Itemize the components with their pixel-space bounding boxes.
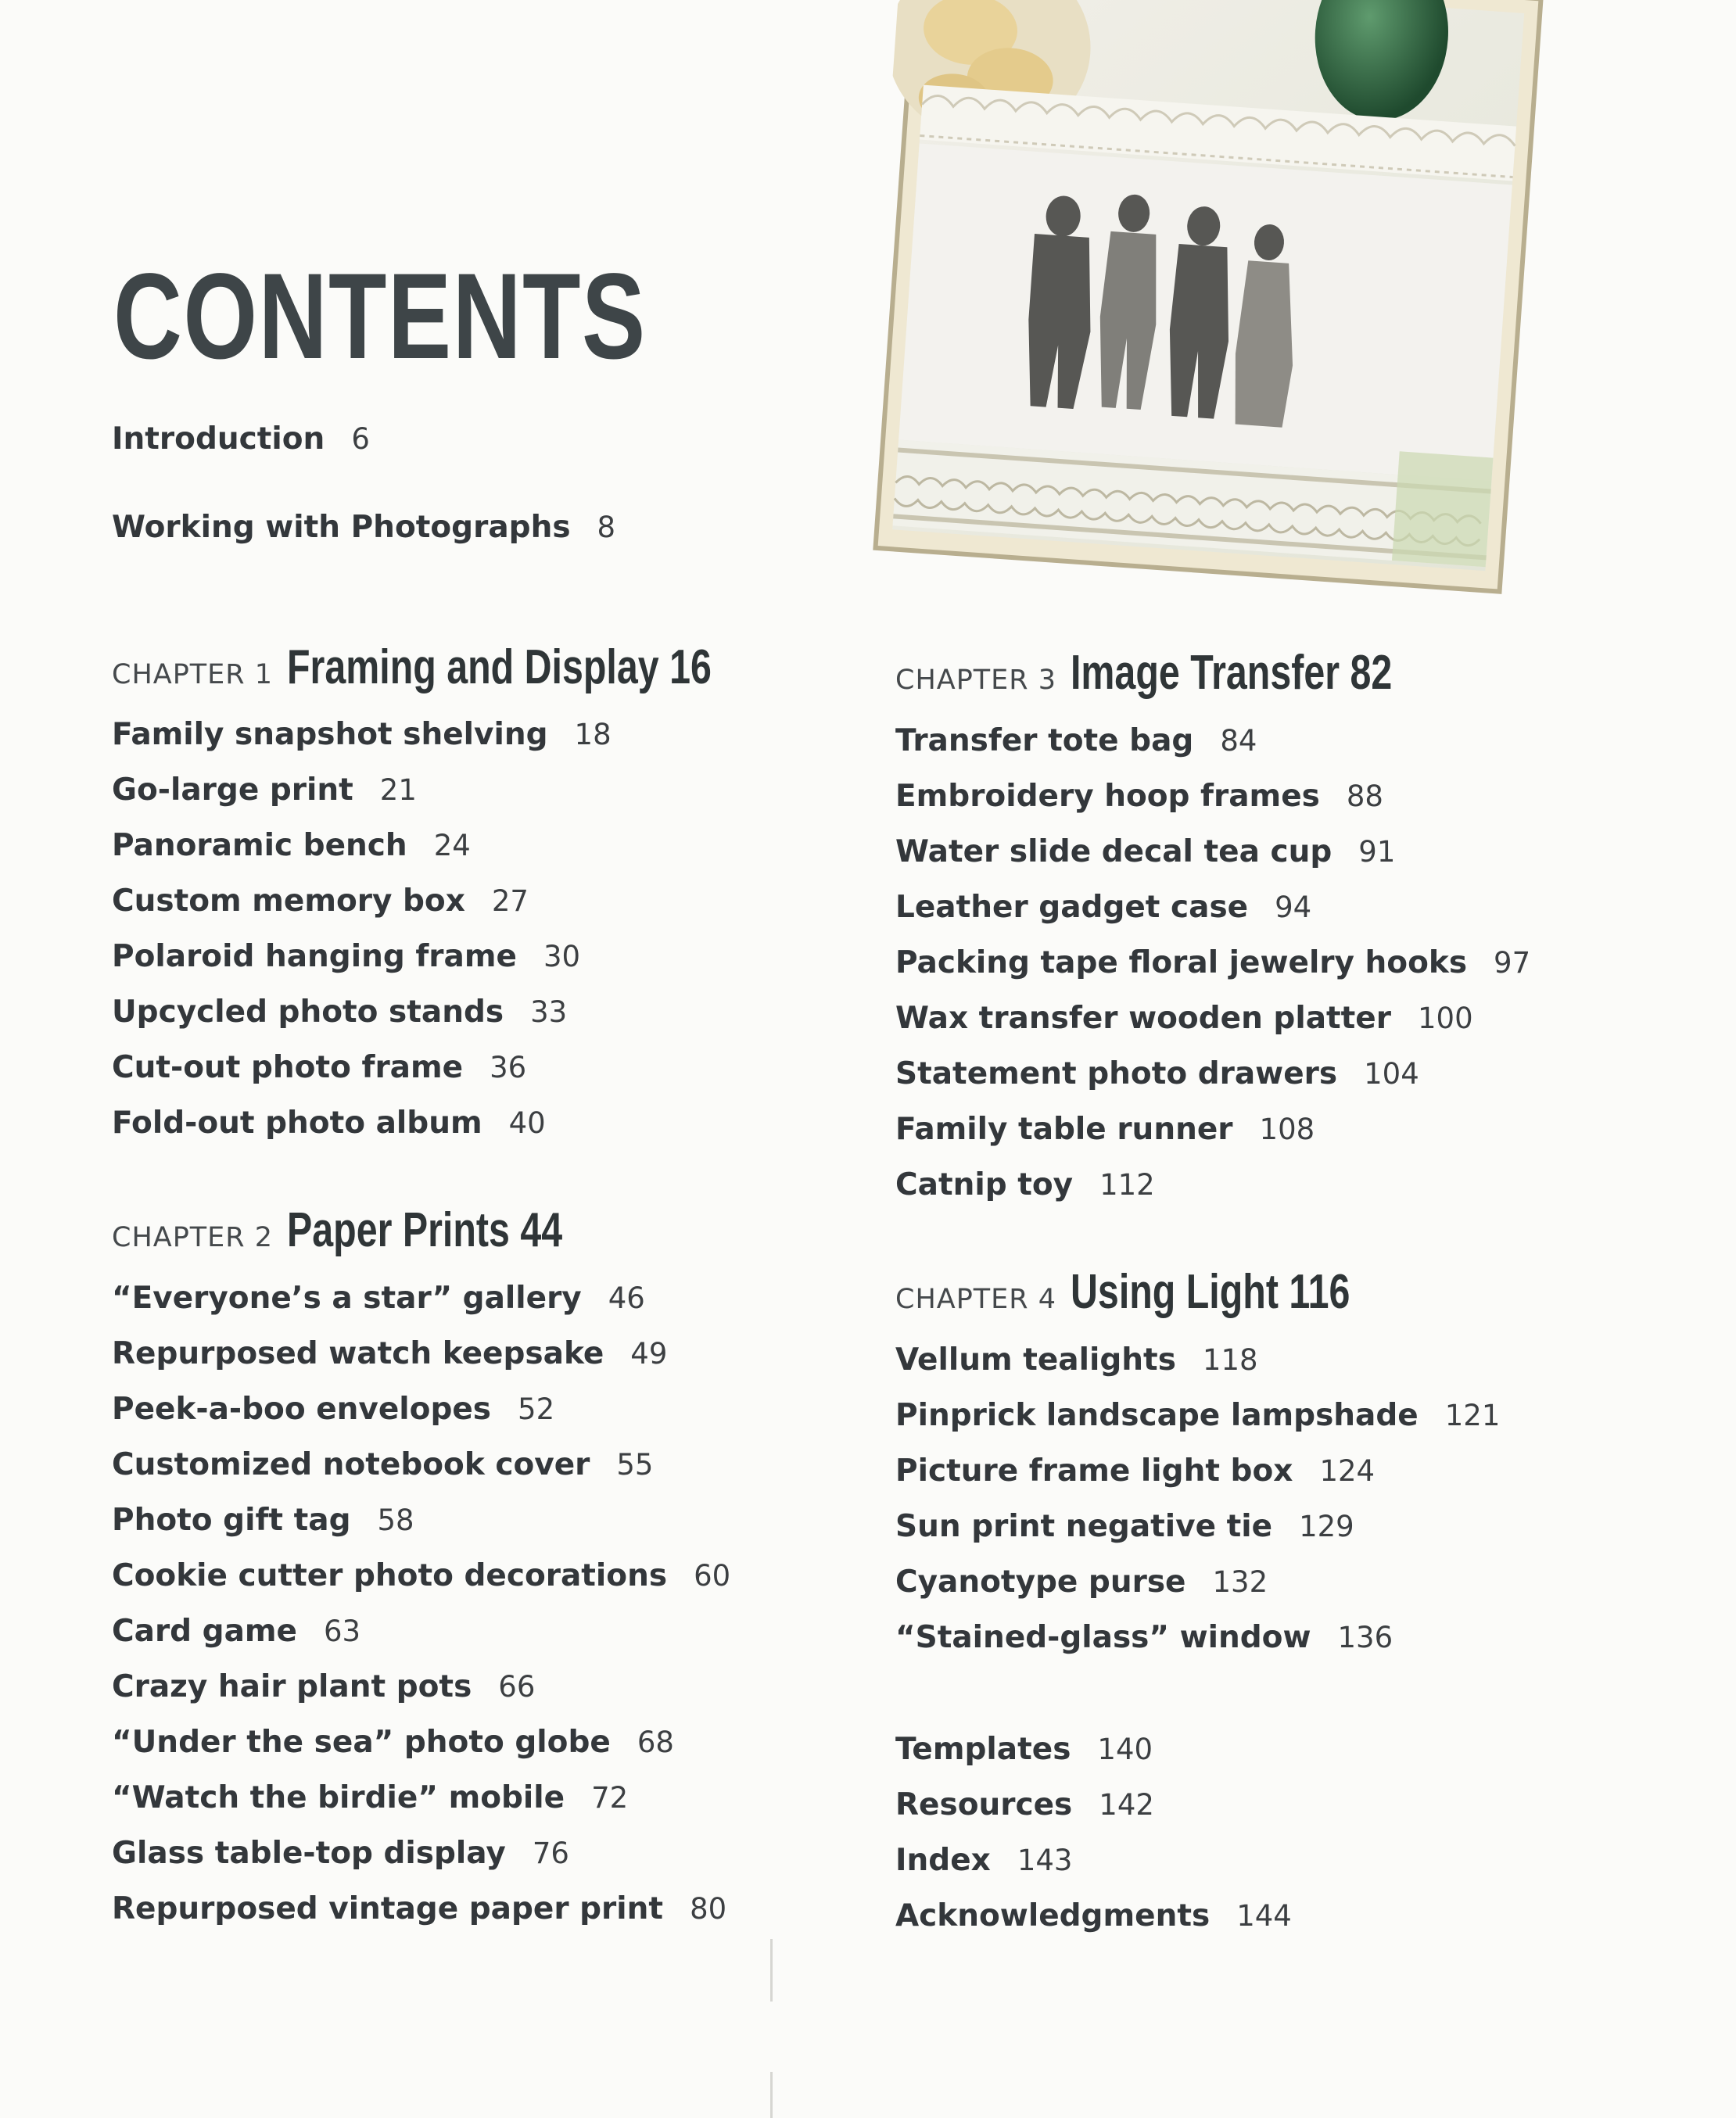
toc-entry-page: 112	[1099, 1168, 1155, 1202]
toc-entry-title: Transfer tote bag	[895, 723, 1194, 758]
toc-entry-page: 36	[490, 1051, 527, 1084]
toc-entry-page: 60	[694, 1559, 731, 1593]
toc-entry[interactable]	[895, 1563, 1268, 1602]
toc-entry[interactable]	[895, 1166, 1155, 1205]
toc-entry-title: Cut-out photo frame	[112, 1050, 464, 1085]
toc-entry[interactable]	[112, 715, 612, 754]
toc-entry[interactable]	[895, 999, 1473, 1038]
toc-entry[interactable]	[112, 1501, 414, 1540]
toc-entry-title: Wax transfer wooden platter	[895, 1001, 1391, 1036]
toc-entry-title: Card game	[112, 1614, 297, 1649]
toc-entry-page: 68	[637, 1726, 674, 1759]
toc-entry[interactable]	[895, 1341, 1258, 1380]
toc-entry-page: 6	[351, 422, 370, 456]
toc-entry-title: “Under the sea” photo globe	[112, 1725, 611, 1760]
toc-entry-page: 27	[491, 884, 529, 918]
toc-entry-page: 104	[1364, 1057, 1419, 1091]
toc-entry[interactable]	[895, 944, 1530, 983]
chapter-heading[interactable]	[895, 645, 1483, 701]
toc-entry-title: “Everyone’s a star” gallery	[112, 1281, 582, 1316]
toc-entry-title: Customized notebook cover	[112, 1447, 590, 1482]
toc-entry-page: 108	[1259, 1113, 1315, 1146]
chapter-label: CHAPTER 4	[895, 1284, 1057, 1315]
toc-entry-page: 118	[1202, 1343, 1258, 1377]
toc-entry[interactable]	[895, 722, 1257, 761]
toc-entry-page: 66	[498, 1670, 536, 1704]
toc-entry[interactable]	[112, 771, 417, 810]
toc-entry-title: “Stained-glass” window	[895, 1620, 1311, 1655]
toc-entry[interactable]	[895, 1110, 1315, 1149]
toc-entry[interactable]	[895, 777, 1383, 816]
toc-entry-page: 80	[690, 1892, 727, 1926]
toc-entry[interactable]	[112, 1890, 726, 1929]
toc-entry[interactable]	[895, 1730, 1153, 1769]
toc-entry-title: Picture frame light box	[895, 1453, 1293, 1489]
toc-entry-page: 18	[574, 718, 612, 751]
toc-entry-title: Templates	[895, 1732, 1071, 1767]
chapter-title: Paper Prints 44	[287, 1203, 563, 1257]
toc-entry-page: 84	[1220, 724, 1257, 758]
toc-entry[interactable]	[112, 1557, 730, 1596]
toc-entry-title: Crazy hair plant pots	[112, 1669, 472, 1704]
toc-entry-title: Photo gift tag	[112, 1503, 351, 1538]
toc-entry[interactable]	[895, 888, 1311, 927]
toc-entry-title: Upcycled photo stands	[112, 994, 504, 1030]
toc-entry-page: 30	[543, 940, 581, 973]
toc-entry-page: 144	[1236, 1899, 1292, 1933]
toc-entry[interactable]	[895, 1396, 1500, 1435]
toc-entry-title: Index	[895, 1843, 991, 1878]
toc-entry[interactable]	[112, 993, 567, 1032]
toc-entry-title: Catnip toy	[895, 1167, 1074, 1202]
toc-left-column	[112, 0, 894, 2118]
toc-entry-title: Go-large print	[112, 772, 353, 808]
toc-entry[interactable]	[112, 508, 615, 547]
toc-entry[interactable]	[112, 1723, 674, 1762]
toc-entry-title: Sun print negative tie	[895, 1509, 1273, 1544]
toc-entry-title: Polaroid hanging frame	[112, 939, 517, 974]
toc-entry[interactable]	[112, 1279, 645, 1318]
page-title: CONTENTS	[113, 249, 647, 385]
toc-entry-page: 21	[379, 773, 417, 807]
toc-entry-title: Peek-a-boo envelopes	[112, 1392, 492, 1427]
toc-entry-page: 136	[1337, 1621, 1393, 1654]
chapter-title: Framing and Display 16	[287, 640, 712, 694]
toc-entry-page: 76	[532, 1837, 569, 1870]
toc-entry-title: “Watch the birdie” mobile	[112, 1780, 565, 1815]
toc-entry-page: 63	[324, 1614, 361, 1648]
toc-entry-page: 94	[1275, 891, 1312, 924]
toc-entry[interactable]	[895, 1786, 1154, 1825]
toc-entry-page: 40	[508, 1106, 546, 1140]
toc-entry-title: Family table runner	[895, 1112, 1233, 1147]
toc-entry[interactable]	[895, 1897, 1292, 1936]
toc-entry-title: Cyanotype purse	[895, 1564, 1186, 1600]
chapter-label: CHAPTER 2	[112, 1222, 274, 1253]
toc-entry-title: Working with Photographs	[112, 510, 571, 545]
toc-entry-page: 142	[1099, 1788, 1154, 1822]
toc-entry[interactable]	[112, 1335, 667, 1374]
toc-entry-page: 88	[1346, 779, 1383, 813]
toc-entry-title: Repurposed watch keepsake	[112, 1336, 604, 1371]
toc-entry[interactable]	[112, 937, 580, 977]
toc-entry-page: 129	[1299, 1510, 1354, 1543]
toc-entry-title: Embroidery hoop frames	[895, 779, 1320, 814]
toc-entry-page: 97	[1494, 946, 1531, 980]
chapter-label: CHAPTER 3	[895, 665, 1057, 696]
toc-entry-title: Family snapshot shelving	[112, 717, 548, 752]
toc-entry-title: Vellum tealights	[895, 1342, 1176, 1378]
toc-entry[interactable]	[112, 1612, 360, 1651]
toc-entry-page: 72	[591, 1781, 629, 1815]
toc-entry[interactable]	[112, 882, 529, 921]
chapter-heading[interactable]	[112, 640, 831, 695]
toc-entry[interactable]	[895, 1507, 1354, 1546]
toc-entry[interactable]	[112, 1048, 526, 1088]
toc-entry-title: Packing tape floral jewelry hooks	[895, 945, 1468, 980]
chapter-title: Using Light 116	[1071, 1265, 1350, 1319]
toc-entry-page: 121	[1444, 1399, 1501, 1432]
toc-entry-page: 140	[1097, 1733, 1153, 1766]
toc-entry-page: 91	[1358, 835, 1396, 869]
toc-entry-page: 49	[630, 1337, 668, 1371]
toc-entry-page: 46	[608, 1281, 645, 1315]
toc-entry-title: Glass table-top display	[112, 1836, 506, 1871]
toc-entry-page: 24	[433, 829, 471, 862]
toc-entry[interactable]	[895, 833, 1395, 872]
chapter-heading[interactable]	[895, 1264, 1429, 1320]
toc-entry-title: Resources	[895, 1787, 1073, 1822]
toc-entry-title: Leather gadget case	[895, 890, 1249, 925]
toc-entry-title: Acknowledgments	[895, 1898, 1211, 1933]
toc-entry-title: Cookie cutter photo decorations	[112, 1558, 668, 1593]
chapter-label: CHAPTER 1	[112, 659, 274, 690]
toc-entry[interactable]	[112, 1668, 535, 1707]
toc-entry-page: 132	[1212, 1565, 1268, 1599]
toc-entry[interactable]	[112, 1390, 554, 1429]
toc-entry-page: 55	[616, 1448, 654, 1482]
toc-right-column	[895, 0, 1677, 2118]
toc-entry-title: Fold-out photo album	[112, 1106, 482, 1141]
chapter-title: Image Transfer 82	[1071, 646, 1393, 700]
toc-entry-title: Panoramic bench	[112, 828, 407, 863]
toc-entry-page: 58	[377, 1503, 414, 1537]
toc-entry[interactable]	[112, 1446, 653, 1485]
toc-entry-page: 100	[1417, 1002, 1473, 1035]
toc-entry-page: 52	[518, 1392, 555, 1426]
chapter-heading[interactable]	[112, 1202, 640, 1258]
toc-entry-title: Pinprick landscape lampshade	[895, 1398, 1419, 1433]
toc-entry-page: 124	[1319, 1454, 1376, 1488]
toc-entry-page: 8	[597, 511, 616, 544]
toc-entry[interactable]	[895, 1452, 1375, 1491]
toc-entry[interactable]	[895, 1055, 1419, 1094]
toc-entry-title: Water slide decal tea cup	[895, 834, 1332, 869]
toc-entry-title: Statement photo drawers	[895, 1056, 1338, 1091]
toc-entry-page: 33	[530, 995, 568, 1029]
toc-entry[interactable]	[112, 420, 370, 459]
toc-entry[interactable]	[112, 826, 471, 865]
toc-entry-title: Custom memory box	[112, 883, 465, 919]
toc-entry[interactable]	[895, 1841, 1072, 1880]
toc-entry-page: 143	[1017, 1844, 1073, 1877]
toc-entry[interactable]	[895, 1618, 1393, 1657]
toc-entry[interactable]	[112, 1104, 546, 1143]
toc-entry[interactable]	[112, 1779, 628, 1818]
toc-entry-title: Repurposed vintage paper print	[112, 1891, 664, 1926]
toc-entry-title: Introduction	[112, 421, 325, 457]
toc-entry[interactable]	[112, 1834, 569, 1873]
